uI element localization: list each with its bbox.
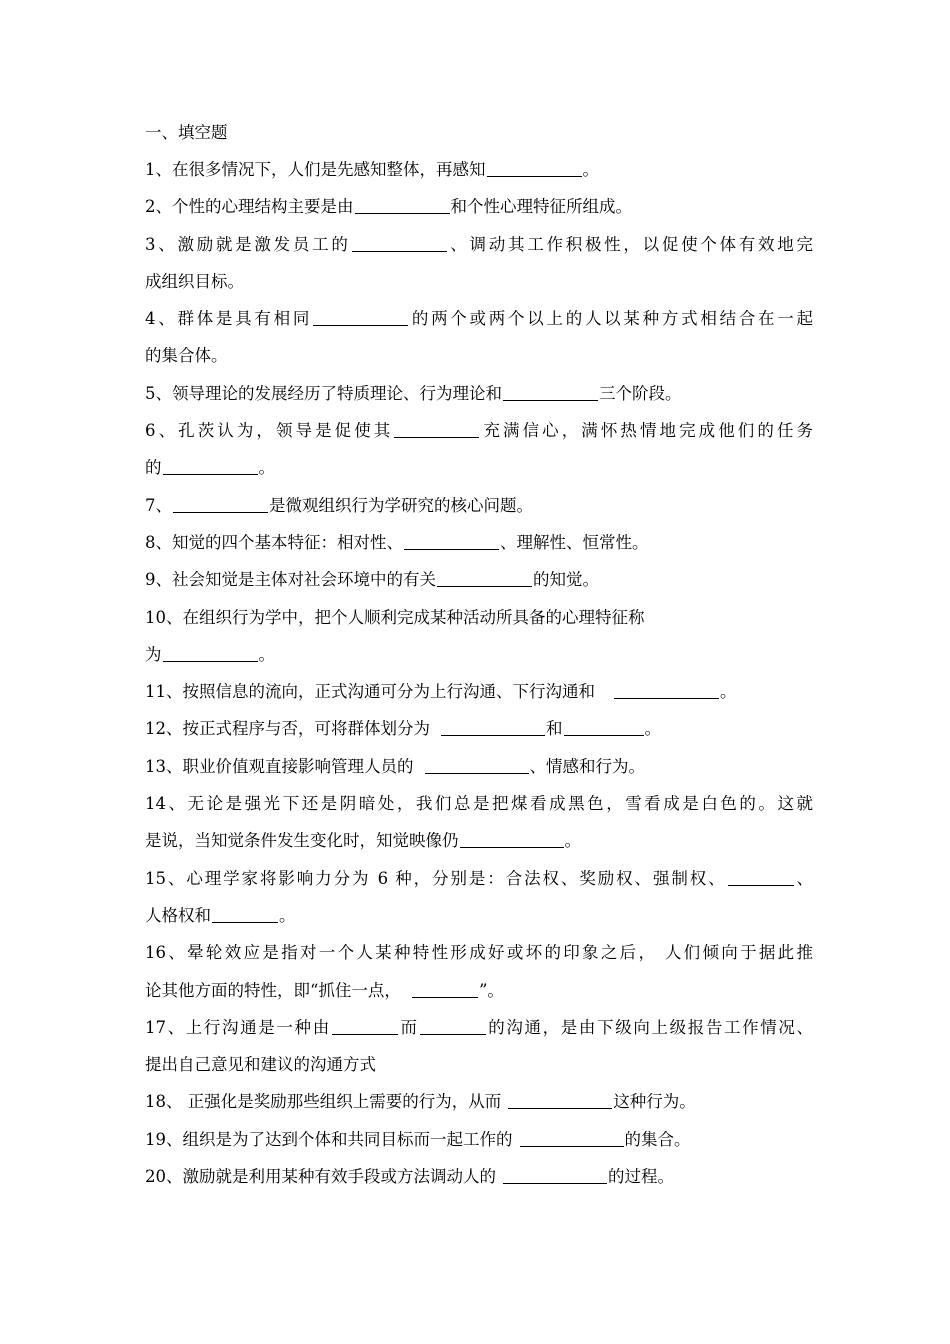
question-4 bbox=[145, 300, 813, 337]
answer-blank bbox=[163, 458, 258, 475]
question-13 bbox=[145, 748, 813, 785]
answer-blank bbox=[425, 757, 529, 774]
question-15 bbox=[145, 860, 813, 897]
question-20 bbox=[145, 1158, 813, 1195]
question-text: 和个性心理特征所组成。 bbox=[450, 197, 632, 217]
question-list bbox=[145, 114, 813, 1195]
question-text: 。 bbox=[720, 682, 737, 702]
answer-blank bbox=[313, 309, 408, 326]
answer-blank bbox=[614, 682, 719, 699]
question-text: 。 bbox=[644, 719, 661, 739]
answer-blank bbox=[420, 1018, 486, 1035]
question-text: 人格权和 bbox=[145, 905, 211, 925]
question-10 bbox=[145, 599, 813, 636]
answer-blank bbox=[564, 719, 644, 736]
question-text: 的沟通，是由下级向上级报告工作情况、 bbox=[486, 1017, 814, 1037]
section-title: 一、填空题 bbox=[145, 123, 228, 142]
answer-blank bbox=[404, 533, 499, 550]
question-text: 是微观组织行为学研究的核心问题。 bbox=[269, 495, 533, 515]
question-text: 7、 bbox=[145, 495, 172, 515]
question-text: 16、晕轮效应是指对一个人某种特性形成好或坏的印象之后， 人们倾向于据此推 bbox=[145, 943, 813, 963]
question-text: 三个阶段。 bbox=[599, 383, 682, 403]
answer-blank bbox=[352, 235, 447, 252]
question-text: 18、 正强化是奖励那些组织上需要的行为，从而 bbox=[145, 1092, 502, 1112]
question-text: 15、心理学家将影响力分为 6 种，分别是：合法权、奖励权、强制权、 bbox=[145, 868, 727, 888]
question-text: 这种行为。 bbox=[613, 1092, 696, 1112]
question-18 bbox=[145, 1083, 813, 1120]
question-5 bbox=[145, 375, 813, 412]
question-16-continued bbox=[145, 972, 813, 1009]
question-text: 10、在组织行为学中，把个人顺利完成某种活动所具备的心理特征称 bbox=[145, 607, 645, 627]
question-text: 是说，当知觉条件发生变化时，知觉映像仍 bbox=[145, 831, 459, 851]
question-text: 4、群体是具有相同 bbox=[145, 309, 313, 329]
question-text: 20、激励就是利用某种有效手段或方法调动人的 bbox=[145, 1167, 496, 1187]
question-text: 论其他方面的特性，即“抓住一点， bbox=[145, 980, 401, 1000]
answer-blank bbox=[460, 831, 564, 848]
question-text: 、理解性、恒常性。 bbox=[500, 532, 649, 552]
question-text: ”。 bbox=[478, 980, 504, 1000]
answer-blank bbox=[355, 197, 450, 214]
question-text: 。 bbox=[258, 458, 275, 478]
answer-blank bbox=[437, 570, 532, 587]
question-8 bbox=[145, 524, 813, 561]
answer-blank bbox=[441, 719, 545, 736]
answer-blank bbox=[173, 496, 268, 513]
question-7 bbox=[145, 487, 813, 524]
question-text: 。 bbox=[258, 644, 275, 664]
answer-blank bbox=[728, 869, 794, 886]
answer-blank bbox=[332, 1018, 398, 1035]
question-text: 1、在很多情况下，人们是先感知整体，再感知 bbox=[145, 160, 486, 179]
question-text: 和 bbox=[546, 719, 563, 739]
question-3-continued bbox=[145, 263, 813, 300]
question-text: 14、无论是强光下还是阴暗处，我们总是把煤看成黑色，雪看成是白色的。这就 bbox=[145, 794, 813, 814]
question-text: 、调动其工作积极性，以促使个体有效地完 bbox=[447, 234, 814, 254]
question-text: 的知觉。 bbox=[533, 570, 599, 590]
question-text: 。 bbox=[582, 160, 599, 179]
answer-blank bbox=[503, 1167, 607, 1184]
question-text: 17、上行沟通是一种由 bbox=[145, 1017, 331, 1037]
question-1 bbox=[145, 151, 813, 188]
question-text: 的集合。 bbox=[624, 1129, 691, 1149]
question-text: 2、个性的心理结构主要是由 bbox=[145, 197, 354, 217]
question-text: 。 bbox=[279, 905, 296, 925]
question-6-continued bbox=[145, 449, 813, 486]
question-17-continued bbox=[145, 1046, 813, 1083]
question-text: 12、按正式程序与否，可将群体划分为 bbox=[145, 719, 430, 739]
question-19 bbox=[145, 1121, 813, 1158]
question-6 bbox=[145, 412, 813, 449]
question-14-continued bbox=[145, 822, 813, 859]
answer-blank bbox=[520, 1130, 624, 1147]
question-15-continued bbox=[145, 897, 813, 934]
question-9 bbox=[145, 561, 813, 598]
question-text: 11、按照信息的流向，正式沟通可分为上行沟通、下行沟通和 bbox=[145, 682, 595, 702]
question-2 bbox=[145, 188, 813, 225]
question-4-continued bbox=[145, 337, 813, 374]
answer-blank bbox=[503, 384, 598, 401]
question-text: 13、职业价值观直接影响管理人员的 bbox=[145, 756, 414, 776]
question-text: 6、孔茨认为，领导是促使其 bbox=[145, 421, 394, 441]
question-text: 而 bbox=[398, 1017, 419, 1037]
question-text: 、情感和行为。 bbox=[529, 756, 645, 776]
question-text: 为 bbox=[145, 644, 162, 664]
question-12 bbox=[145, 710, 813, 747]
question-text: 的集合体。 bbox=[145, 346, 228, 366]
answer-blank bbox=[412, 981, 478, 998]
question-text: 9、社会知觉是主体对社会环境中的有关 bbox=[145, 570, 436, 590]
question-16 bbox=[145, 934, 813, 971]
question-text: 。 bbox=[564, 831, 581, 851]
question-text: 19、组织是为了达到个体和共同目标而一起工作的 bbox=[145, 1129, 513, 1149]
question-text: 成组织目标。 bbox=[145, 271, 244, 291]
question-text: 、 bbox=[794, 868, 814, 888]
question-11 bbox=[145, 673, 813, 710]
question-3 bbox=[145, 226, 813, 263]
answer-blank bbox=[508, 1092, 612, 1109]
answer-blank bbox=[394, 421, 479, 438]
question-text: 的两个或两个以上的人以某种方式相结合在一起 bbox=[409, 309, 814, 329]
answer-blank bbox=[212, 906, 278, 923]
question-text: 3、激励就是激发员工的 bbox=[145, 234, 351, 254]
question-14 bbox=[145, 785, 813, 822]
question-10-continued bbox=[145, 636, 813, 673]
question-text: 提出自己意见和建议的沟通方式 bbox=[145, 1055, 376, 1075]
question-text: 的 bbox=[145, 458, 162, 478]
answer-blank bbox=[163, 645, 258, 662]
answer-blank bbox=[487, 160, 582, 177]
question-17 bbox=[145, 1009, 813, 1046]
question-text: 充满信心，满怀热情地完成他们的任务 bbox=[480, 421, 814, 441]
question-text: 8、知觉的四个基本特征：相对性、 bbox=[145, 532, 403, 552]
question-text: 5、领导理论的发展经历了特质理论、行为理论和 bbox=[145, 383, 502, 403]
question-text: 的过程。 bbox=[608, 1167, 674, 1187]
